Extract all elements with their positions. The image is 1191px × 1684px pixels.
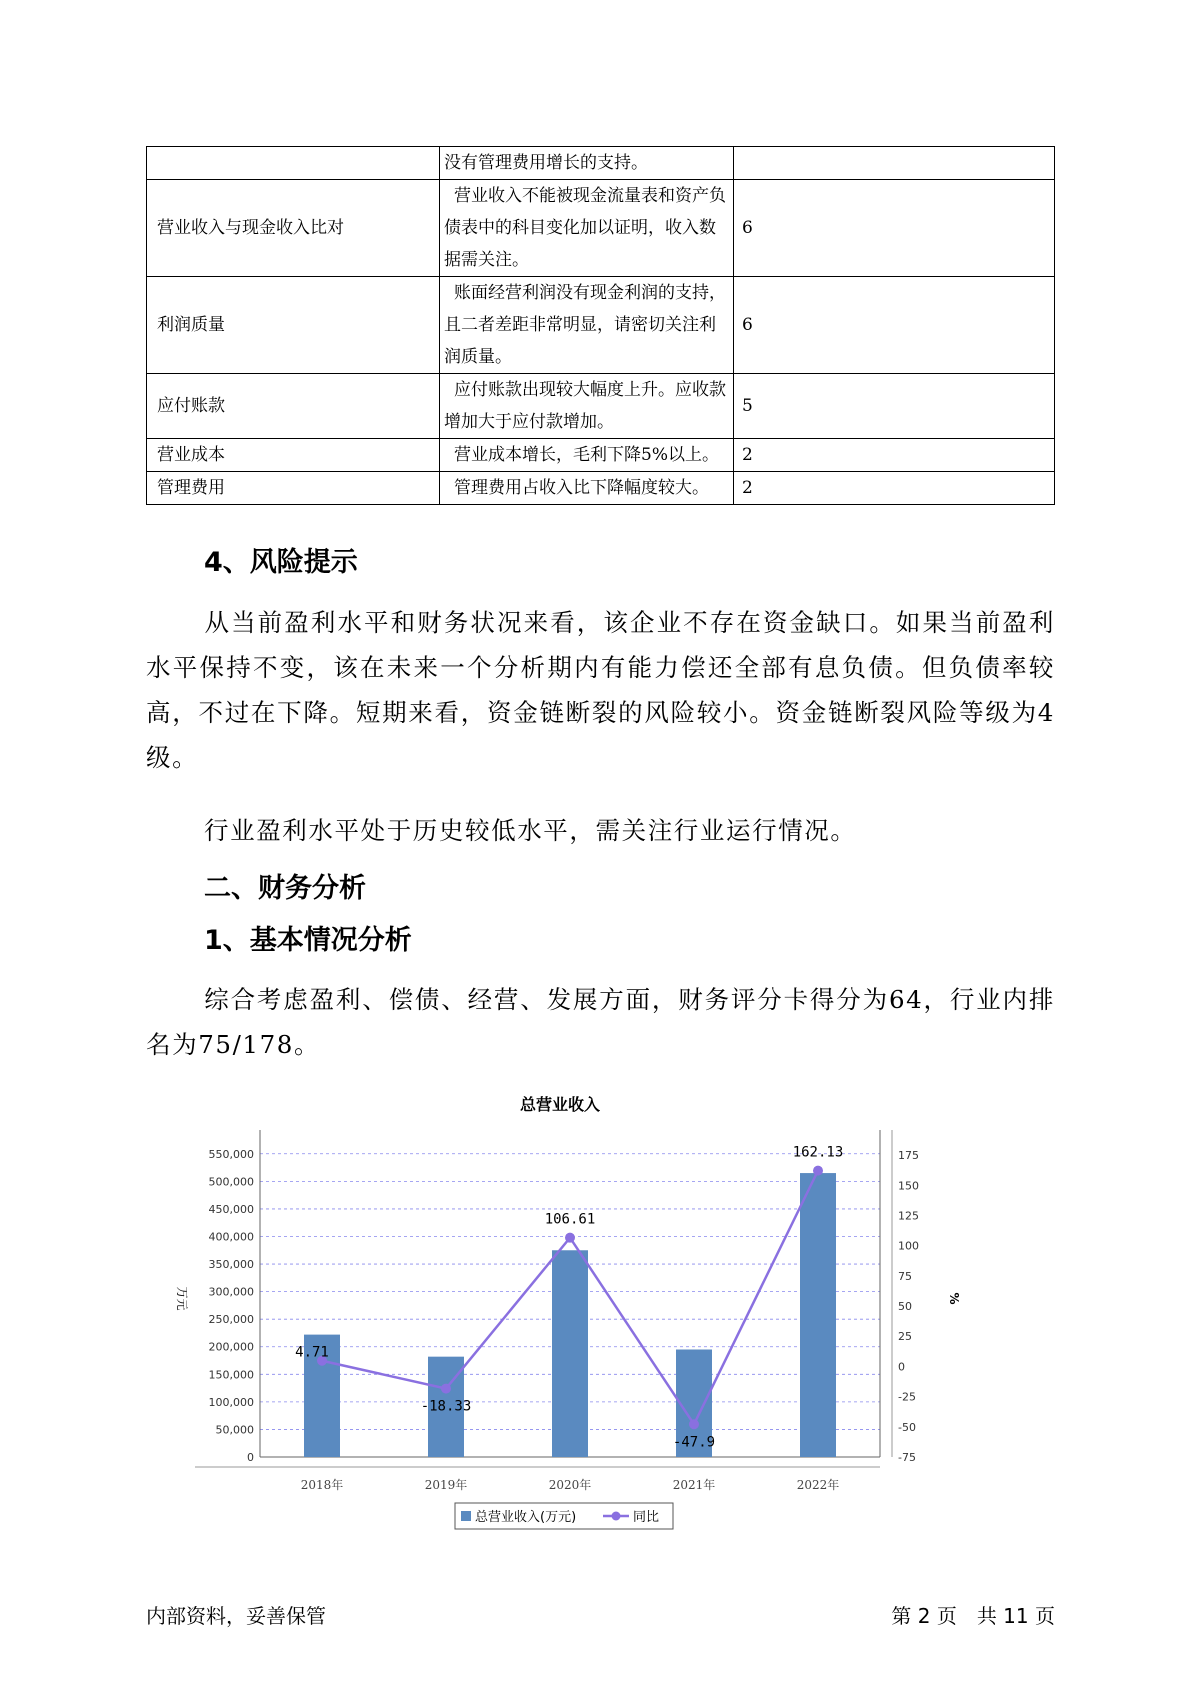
x-tick-label: 2020年	[548, 1478, 592, 1492]
y-tick-label: 100,000	[208, 1395, 254, 1409]
yoy-data-label: -18.33	[420, 1398, 472, 1415]
legend-line-marker	[612, 1512, 621, 1521]
table-row	[147, 180, 1055, 277]
y2-tick-label: -50	[898, 1420, 916, 1434]
revenue-chart	[175, 1085, 990, 1565]
y-tick-label: 250,000	[208, 1313, 254, 1327]
table-row	[147, 147, 1055, 180]
y2-tick-label: -75	[898, 1451, 916, 1464]
indicator-name-cell: 利润质量	[147, 277, 440, 374]
yoy-point	[441, 1384, 451, 1394]
yoy-data-label: 106.61	[544, 1211, 596, 1228]
indicator-score-cell	[734, 147, 1055, 180]
y2-axis-label: %	[947, 1292, 961, 1305]
y-tick-label: 500,000	[208, 1175, 254, 1189]
y2-tick-label: 50	[898, 1300, 912, 1314]
y-axis-label: 万元	[175, 1286, 189, 1311]
y2-tick-label: 75	[898, 1269, 912, 1283]
yoy-data-label: -47.9	[672, 1434, 716, 1451]
section-4-heading: 4、风险提示	[204, 547, 358, 578]
footer-confidential: 内部资料，妥善保管	[146, 1604, 326, 1628]
indicator-name-cell: 应付账款	[147, 374, 440, 439]
y-tick-label: 300,000	[208, 1285, 254, 1299]
y-tick-label: 50,000	[215, 1423, 254, 1437]
y2-tick-label: -25	[898, 1390, 916, 1404]
revenue-chart-svg	[175, 1085, 990, 1565]
table-row	[147, 277, 1055, 374]
x-tick-label: 2019年	[424, 1478, 468, 1492]
revenue-bar	[552, 1250, 588, 1457]
y-tick-label: 550,000	[208, 1147, 254, 1161]
risk-paragraph-1-text: 从当前盈利水平和财务状况来看，该企业不存在资金缺口。如果当前盈利水平保持不变，该在未来一个分析期内有能力偿还全部有息负债。但负债率较高，不过在下降。短期来看，资金链断裂的风险较小。资金链断裂风险等级为4级。	[146, 608, 1055, 772]
x-tick-label: 2021年	[672, 1478, 716, 1492]
y2-tick-label: 0	[898, 1360, 905, 1374]
y2-tick-label: 175	[898, 1149, 919, 1163]
x-tick-label: 2022年	[796, 1478, 840, 1492]
yoy-point	[565, 1233, 575, 1243]
yoy-data-label: 162.13	[792, 1144, 844, 1161]
yoy-point	[689, 1419, 699, 1429]
yoy-data-label: 4.71	[295, 1344, 329, 1361]
y-tick-label: 0	[247, 1451, 254, 1464]
y2-tick-label: 25	[898, 1330, 912, 1344]
y-tick-label: 350,000	[208, 1258, 254, 1272]
y-tick-label: 450,000	[208, 1202, 254, 1216]
legend-bar-swatch	[461, 1511, 471, 1521]
indicator-description-cell: 营业成本增长，毛利下降5%以上。	[440, 439, 734, 472]
revenue-bar	[800, 1173, 836, 1457]
indicator-description-cell: 应付账款出现较大幅度上升。应收款增加大于应付款增加。	[440, 374, 734, 439]
legend-line-label: 同比	[633, 1510, 660, 1525]
basic-analysis-text: 综合考虑盈利、偿债、经营、发展方面，财务评分卡得分为64，行业内排名为75/178。	[146, 985, 1055, 1059]
indicator-name-cell	[147, 147, 440, 180]
y2-tick-label: 150	[898, 1179, 919, 1193]
y-tick-label: 200,000	[208, 1340, 254, 1354]
indicator-score-cell: 2	[734, 472, 1055, 505]
indicator-name-cell: 营业收入与现金收入比对	[147, 180, 440, 277]
legend-bar-label: 总营业收入(万元)	[475, 1510, 577, 1525]
yoy-point	[813, 1166, 823, 1176]
risk-paragraph-2-text: 行业盈利水平处于历史较低水平，需关注行业运行情况。	[204, 816, 857, 845]
indicator-description-cell: 营业收入不能被现金流量表和资产负债表中的科目变化加以证明，收入数据需关注。	[440, 180, 734, 277]
indicator-score-cell: 2	[734, 439, 1055, 472]
table-row	[147, 374, 1055, 439]
chart-title: 总营业收入	[519, 1095, 601, 1114]
x-tick-label: 2018年	[300, 1478, 344, 1492]
indicator-score-cell: 5	[734, 374, 1055, 439]
table-row	[147, 472, 1055, 505]
footer-page-number: 第 2 页 共 11 页	[891, 1604, 1055, 1628]
risk-paragraph-2	[146, 808, 1055, 853]
indicator-score-cell: 6	[734, 180, 1055, 277]
y-tick-label: 150,000	[208, 1368, 254, 1382]
y-tick-label: 400,000	[208, 1230, 254, 1244]
indicator-name-cell: 营业成本	[147, 439, 440, 472]
indicator-table	[146, 146, 1055, 505]
y2-tick-label: 125	[898, 1209, 919, 1223]
indicator-score-cell: 6	[734, 277, 1055, 374]
y2-tick-label: 100	[898, 1239, 919, 1253]
section-2-1-heading: 1、基本情况分析	[204, 925, 412, 956]
indicator-description-cell: 管理费用占收入比下降幅度较大。	[440, 472, 734, 505]
indicator-name-cell: 管理费用	[147, 472, 440, 505]
indicator-description-cell: 没有管理费用增长的支持。	[440, 147, 734, 180]
table-row	[147, 439, 1055, 472]
section-2-heading: 二、财务分析	[204, 873, 366, 904]
risk-paragraph-1	[146, 600, 1055, 780]
basic-analysis-paragraph	[146, 977, 1055, 1067]
indicator-description-cell: 账面经营利润没有现金利润的支持，且二者差距非常明显，请密切关注利润质量。	[440, 277, 734, 374]
